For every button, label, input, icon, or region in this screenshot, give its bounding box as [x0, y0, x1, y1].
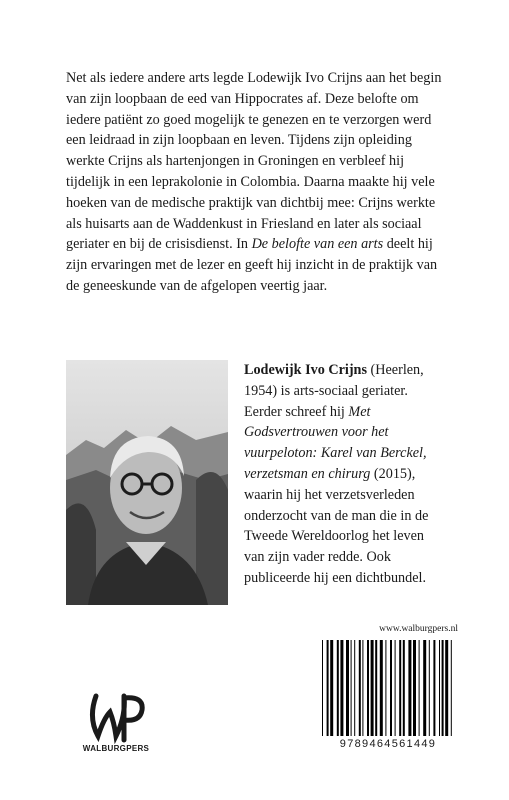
book-title: De belofte van een arts — [251, 236, 384, 253]
publisher-url: www.walburgpers.nl — [379, 624, 458, 634]
blurb-text — [66, 68, 448, 297]
publisher-name: WALBURGPERS — [82, 744, 150, 753]
author-photo — [66, 360, 228, 605]
wp-logo-icon — [66, 688, 166, 744]
previous-book-title: Met Godsvertrouwen voor het vuurpeloton: Karel van Berckel, verzetsman en chirurg — [244, 403, 427, 482]
bio-part1: (Heerlen, 1954) is arts-sociaal geriater. Eerder schreef hij — [244, 362, 424, 420]
isbn-number: 9789464561449 — [318, 738, 458, 750]
isbn-barcode — [318, 640, 458, 750]
bio-part2: (2015), waarin hij het verzetsverleden onderzocht van de man die in de Tweede Wereldoorlog het leven van zijn vader redde. Ook publiceerde hij een dichtbundel. — [244, 465, 429, 586]
barcode-bars — [318, 640, 458, 740]
blurb-part1: Net als iedere andere arts legde Lodewijk Ivo Crijns aan het begin van zijn loopbaan de eed van Hippocrates af. Deze belofte om iedere patiënt zo goed mogelijk te genezen en te verzorgen werd een leidraad in zijn loopbaan en leven. Tijdens zijn opleiding werkte Crijns als hartenjongen in Groningen en verbleef hij tijdelijk in een leprakolonie in Colombia. Daarna maakte hij vele hoeken van de medische praktijk van dichtbij mee: Crijns werkte als huisarts aan de Waddenkust in Friesland en later als sociaal geriater en bij de crisisdienst. In — [66, 70, 442, 253]
author-name: Lodewijk Ivo Crijns — [244, 362, 367, 378]
blurb-part2: deelt hij zijn ervaringen met de lezer en geeft hij inzicht in de praktijk van de geneeskunde van de afgelopen veertig jaar. — [66, 236, 438, 294]
author-bio — [244, 360, 448, 589]
